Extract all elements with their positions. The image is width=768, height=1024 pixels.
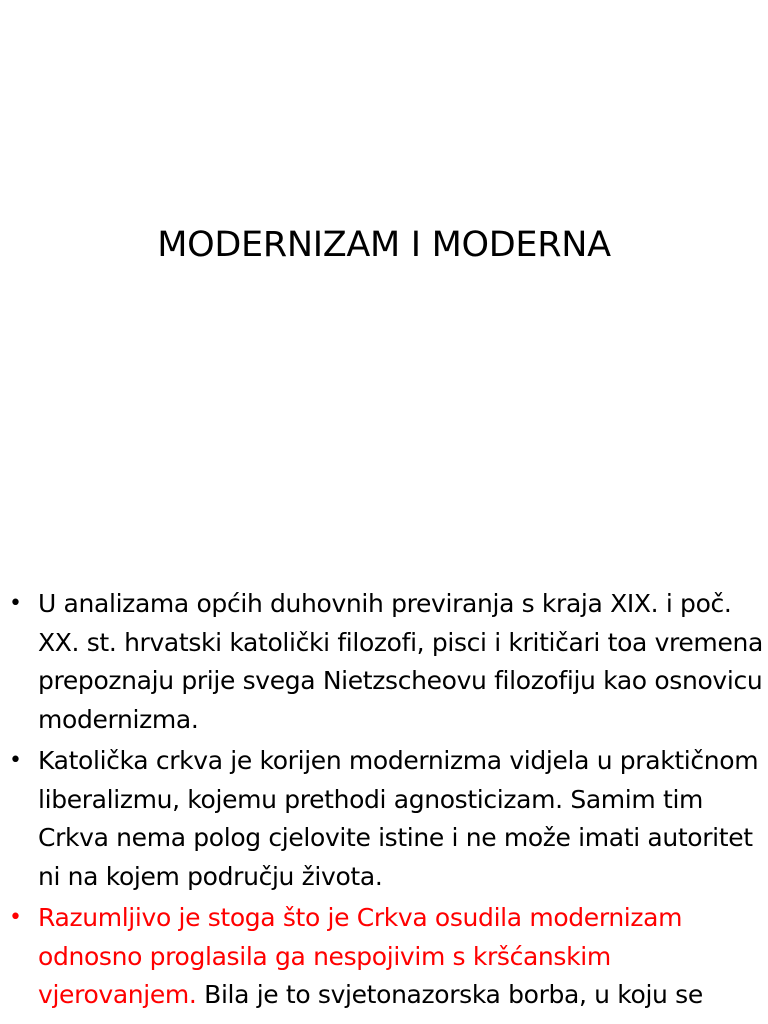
bullet-item-1 bbox=[0, 585, 768, 739]
bullet-marker: • bbox=[9, 905, 22, 930]
bullet-text: U analizama općih duhovnih previranja s kraja XIX. i poč. XX. st. hrvatski katolički filozofi, pisci i kritičari toa vremena prepoznaju prije svega Nietzscheovu filozofiju kao osnovicu modernizma. bbox=[38, 589, 763, 734]
bullet-marker: • bbox=[9, 591, 22, 616]
bullet-list bbox=[0, 585, 768, 1018]
slide-title: MODERNIZAM I MODERNA bbox=[157, 225, 611, 265]
bullet-highlight-text: Razumljivo je stoga što je Crkva osudila modernizam odnosno proglasila ga nespojivim s kršćanskim vjerovanjem. bbox=[38, 903, 683, 1009]
bullet-item-2 bbox=[0, 742, 768, 896]
bullet-item-3 bbox=[0, 899, 768, 1015]
bullet-text: Bila je to svjetonazorska borba, u koju se bbox=[196, 980, 703, 1009]
bullet-marker: • bbox=[9, 748, 22, 773]
bullet-text: Katolička crkva je korijen modernizma vidjela u praktičnom liberalizmu, kojemu prethodi agnosticizam. Samim tim Crkva nema polog cjelovite istine i ne može imati autoritet ni na kojem području života. bbox=[38, 746, 759, 891]
